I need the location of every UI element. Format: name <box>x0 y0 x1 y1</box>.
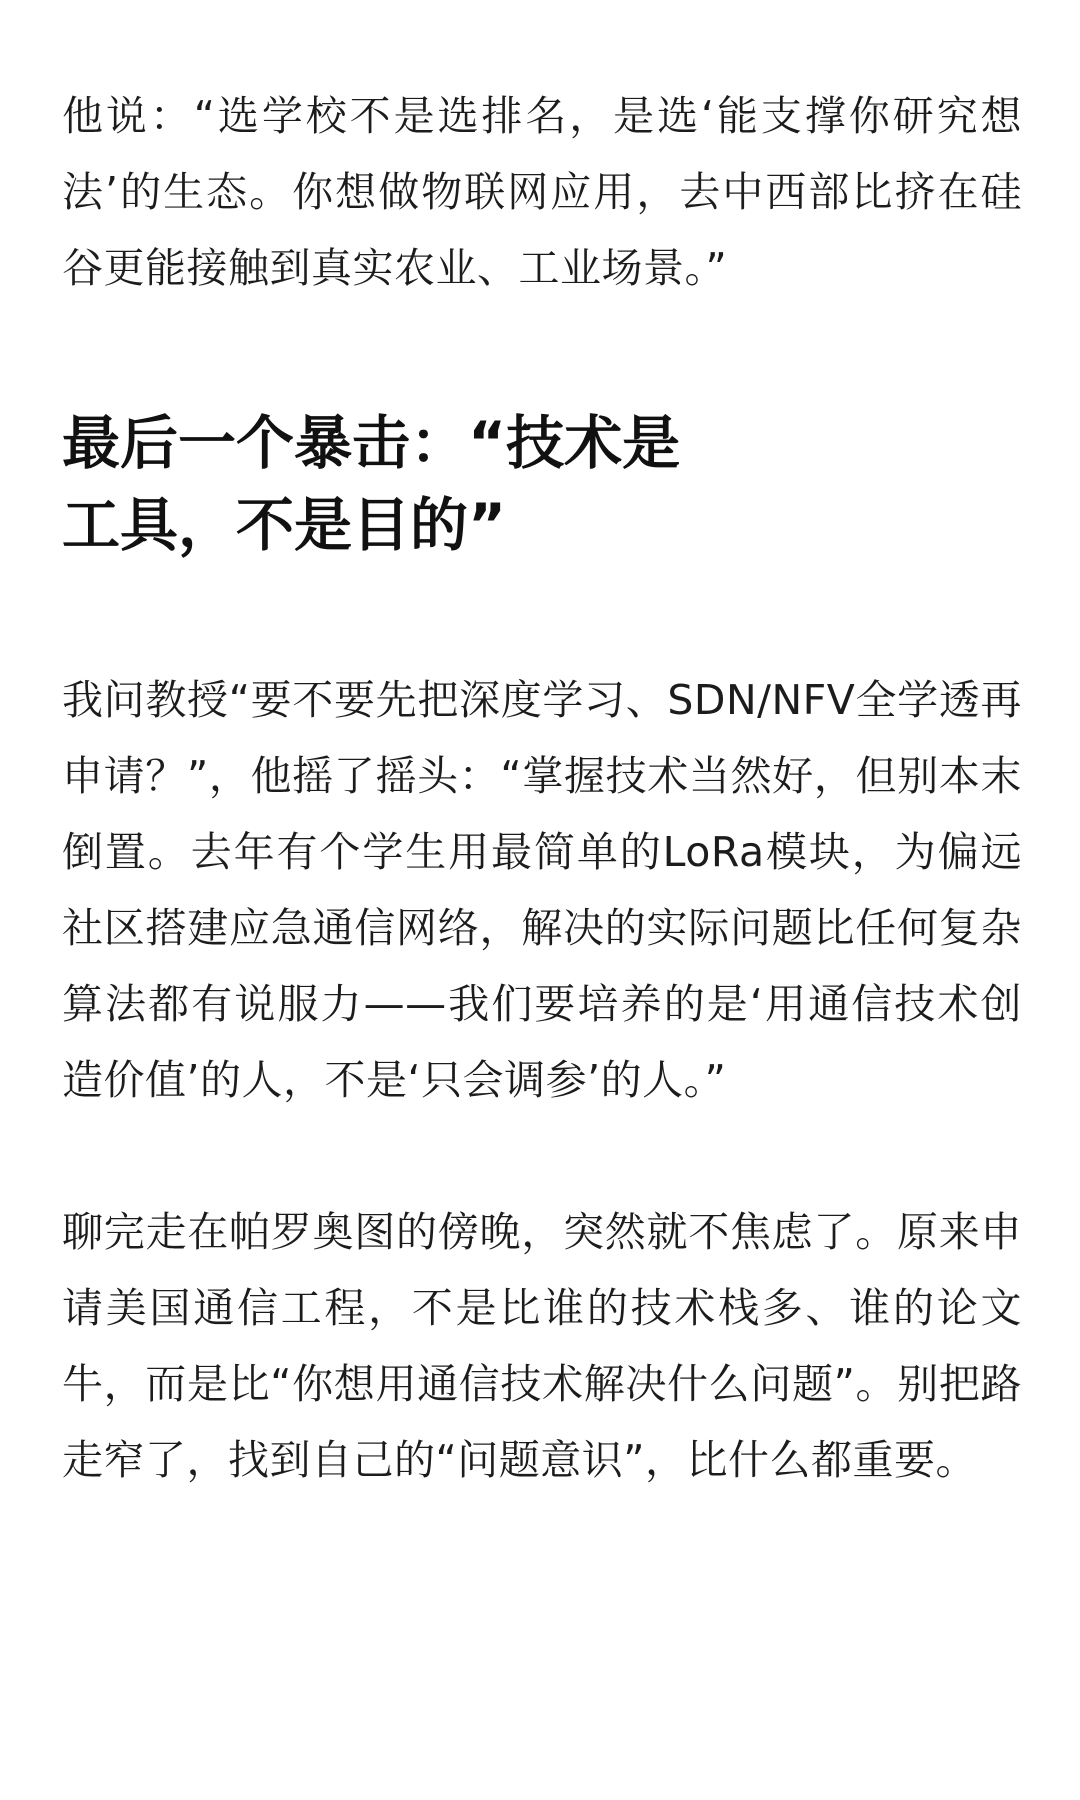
article-body <box>62 78 1022 1498</box>
paragraph-professor-advice: 我问教授“要不要先把深度学习、SDN/NFV全学透再申请？”，他摇了摇头：“掌握技术当然好，但别本末倒置。去年有个学生用最简单的LoRa模块，为偏远社区搭建应急通信网络，解决的实际问题比任何复杂算法都有说服力——我们要培养的是‘用通信技术创造价值’的人，不是‘只会调参’的人。” <box>62 676 1022 1104</box>
section-heading: 最后一个暴击：“技术是工具，不是目的” <box>62 409 681 559</box>
paragraph-school-choice: 他说：“选学校不是选排名，是选‘能支撑你研究想法’的生态。你想做物联网应用，去中西部比挤在硅谷更能接触到真实农业、工业场景。” <box>62 92 1022 292</box>
paragraph-conclusion: 聊完走在帕罗奥图的傍晚，突然就不焦虑了。原来申请美国通信工程，不是比谁的技术栈多、谁的论文牛，而是比“你想用通信技术解决什么问题”。别把路走窄了，找到自己的“问题意识”，比什么都重要。 <box>62 1208 1022 1484</box>
